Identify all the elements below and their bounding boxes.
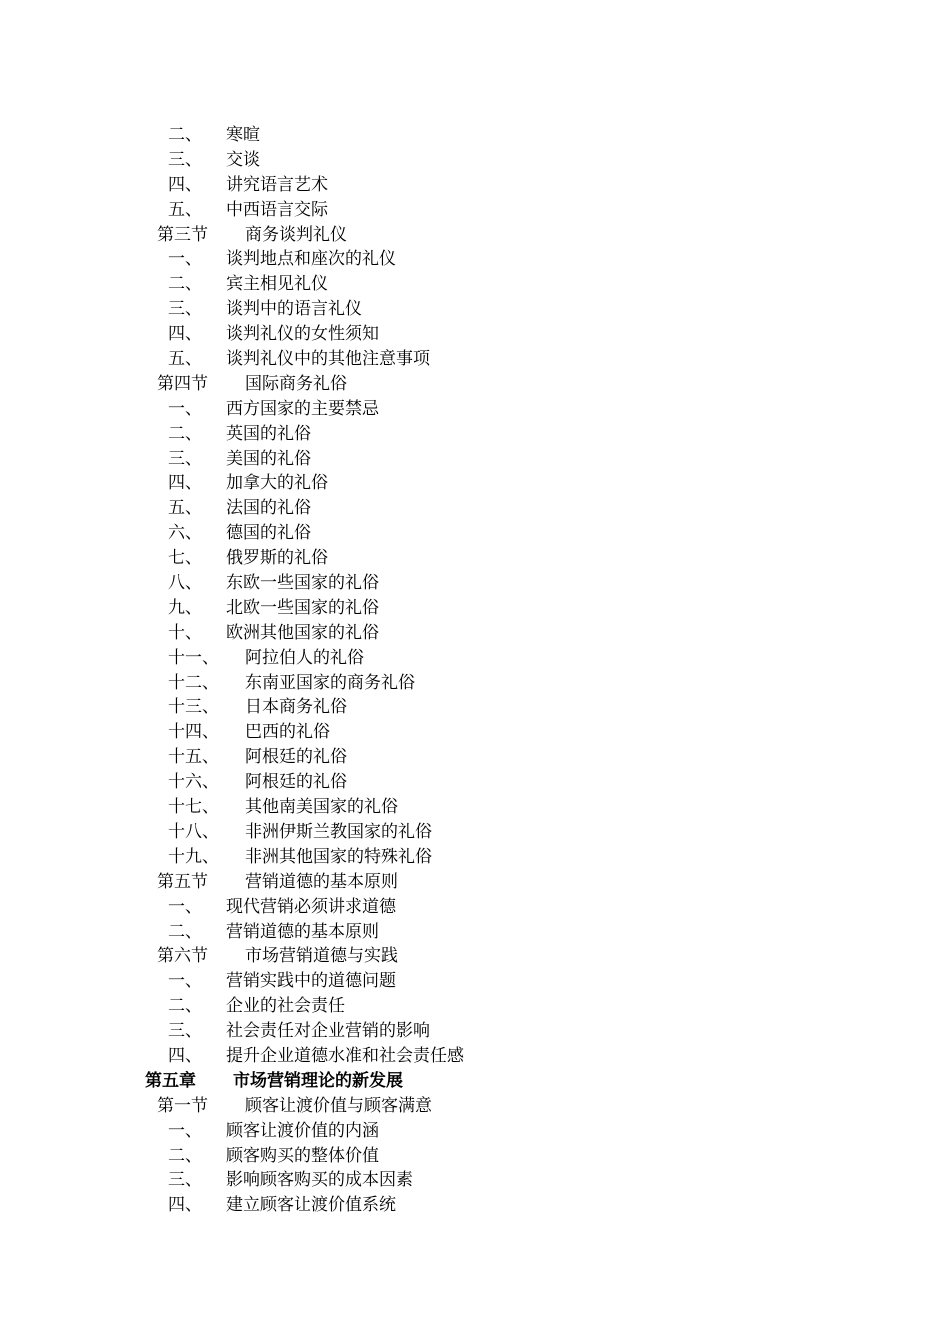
toc-section-title: 营销道德的基本原则 (245, 871, 398, 892)
toc-item-title: 俄罗斯的礼俗 (226, 548, 328, 569)
toc-item (0, 845, 950, 870)
toc-section-title: 市场营销道德与实践 (245, 946, 398, 967)
toc-section-number: 第一节 (157, 1095, 208, 1116)
toc-item (0, 148, 950, 173)
toc-item (0, 695, 950, 720)
toc-item-number: 三、 (168, 1170, 202, 1191)
toc-item-title: 提升企业道德水准和社会责任感 (226, 1045, 464, 1066)
toc-item-title: 中西语言交际 (226, 199, 328, 220)
toc-item-number: 十二、 (168, 672, 219, 693)
toc-item-title: 谈判中的语言礼仪 (226, 299, 362, 320)
toc-item-number: 二、 (168, 996, 202, 1017)
toc-item-number: 四、 (168, 1195, 202, 1216)
toc-item (0, 969, 950, 994)
toc-item-number: 一、 (168, 1120, 202, 1141)
toc-item-title: 美国的礼俗 (226, 448, 311, 469)
toc-item-title: 英国的礼俗 (226, 423, 311, 444)
toc-document (0, 123, 950, 1218)
toc-item-title: 巴西的礼俗 (245, 722, 330, 743)
toc-item (0, 820, 950, 845)
toc-item (0, 994, 950, 1019)
toc-item (0, 173, 950, 198)
toc-item (0, 422, 950, 447)
toc-item (0, 596, 950, 621)
toc-item-number: 十一、 (168, 647, 219, 668)
toc-item-number: 十三、 (168, 697, 219, 718)
toc-item-title: 谈判礼仪中的其他注意事项 (226, 349, 430, 370)
toc-item-title: 阿根廷的礼俗 (245, 747, 347, 768)
toc-item-title: 宾主相见礼仪 (226, 274, 328, 295)
toc-item-title: 顾客购买的整体价值 (226, 1145, 379, 1166)
toc-item-number: 二、 (168, 274, 202, 295)
toc-item-title: 讲究语言艺术 (226, 174, 328, 195)
toc-item-title: 顾客让渡价值的内涵 (226, 1120, 379, 1141)
toc-item-number: 四、 (168, 1045, 202, 1066)
toc-item (0, 571, 950, 596)
toc-item (0, 720, 950, 745)
toc-item-title: 谈判礼仪的女性须知 (226, 324, 379, 345)
toc-section-number: 第三节 (157, 224, 208, 245)
toc-item-number: 十七、 (168, 797, 219, 818)
toc-item-title: 北欧一些国家的礼俗 (226, 597, 379, 618)
toc-item (0, 1193, 950, 1218)
toc-item-number: 三、 (168, 1021, 202, 1042)
toc-item-title: 社会责任对企业营销的影响 (226, 1021, 430, 1042)
toc-item-number: 一、 (168, 896, 202, 917)
toc-item-title: 东欧一些国家的礼俗 (226, 573, 379, 594)
toc-item-number: 二、 (168, 125, 202, 145)
toc-item-number: 十六、 (168, 772, 219, 793)
toc-item (0, 322, 950, 347)
toc-section-number: 第四节 (157, 373, 208, 394)
toc-item-title: 建立顾客让渡价值系统 (226, 1195, 396, 1216)
toc-item-number: 三、 (168, 299, 202, 320)
toc-item-title: 西方国家的主要禁忌 (226, 398, 379, 419)
toc-item-number: 一、 (168, 249, 202, 270)
toc-item (0, 546, 950, 571)
toc-chapter (0, 1069, 950, 1094)
toc-item (0, 496, 950, 521)
toc-item-title: 现代营销必须讲求道德 (226, 896, 396, 917)
toc-item (0, 745, 950, 770)
toc-item-number: 二、 (168, 423, 202, 444)
toc-item-title: 非洲其他国家的特殊礼俗 (245, 846, 432, 867)
toc-item-number: 六、 (168, 523, 202, 544)
toc-section (0, 223, 950, 248)
toc-section (0, 372, 950, 397)
toc-item-number: 十八、 (168, 821, 219, 842)
toc-item-number: 四、 (168, 174, 202, 195)
toc-section-number: 第六节 (157, 946, 208, 967)
toc-item-title: 欧洲其他国家的礼俗 (226, 622, 379, 643)
toc-item-number: 二、 (168, 921, 202, 942)
toc-item (0, 272, 950, 297)
toc-section-title: 国际商务礼俗 (245, 373, 347, 394)
toc-chapter-title: 市场营销理论的新发展 (233, 1070, 403, 1091)
toc-section (0, 1094, 950, 1119)
toc-section-title: 商务谈判礼仪 (245, 224, 347, 245)
toc-item-number: 十九、 (168, 846, 219, 867)
toc-item-title: 其他南美国家的礼俗 (245, 797, 398, 818)
toc-item (0, 1119, 950, 1144)
toc-item (0, 1019, 950, 1044)
toc-item (0, 347, 950, 372)
toc-item-number: 八、 (168, 573, 202, 594)
toc-item (0, 123, 950, 148)
toc-item-title: 阿拉伯人的礼俗 (245, 647, 364, 668)
toc-item-title: 营销实践中的道德问题 (226, 971, 396, 992)
toc-item-title: 交谈 (226, 149, 260, 170)
toc-item-number: 四、 (168, 324, 202, 345)
toc-item (0, 397, 950, 422)
toc-item-number: 十四、 (168, 722, 219, 743)
toc-item (0, 646, 950, 671)
toc-item-number: 三、 (168, 448, 202, 469)
toc-item-title: 寒暄 (226, 125, 260, 145)
toc-section-title: 顾客让渡价值与顾客满意 (245, 1095, 432, 1116)
toc-section-number: 第五节 (157, 871, 208, 892)
toc-item-number: 十、 (168, 622, 202, 643)
toc-item (0, 297, 950, 322)
toc-item (0, 621, 950, 646)
toc-item (0, 895, 950, 920)
toc-item (0, 447, 950, 472)
toc-item-number: 二、 (168, 1145, 202, 1166)
toc-item (0, 247, 950, 272)
toc-item-title: 影响顾客购买的成本因素 (226, 1170, 413, 1191)
toc-item (0, 1144, 950, 1169)
toc-item-title: 企业的社会责任 (226, 996, 345, 1017)
toc-item-title: 日本商务礼俗 (245, 697, 347, 718)
toc-item (0, 1168, 950, 1193)
toc-item-title: 阿根廷的礼俗 (245, 772, 347, 793)
toc-item (0, 920, 950, 945)
toc-item-number: 七、 (168, 548, 202, 569)
toc-item-number: 五、 (168, 199, 202, 220)
toc-item-title: 非洲伊斯兰教国家的礼俗 (245, 821, 432, 842)
toc-item (0, 770, 950, 795)
toc-chapter-number: 第五章 (145, 1070, 196, 1091)
toc-item-title: 法国的礼俗 (226, 498, 311, 519)
toc-item (0, 1044, 950, 1069)
toc-item-number: 九、 (168, 597, 202, 618)
toc-item (0, 198, 950, 223)
toc-item (0, 671, 950, 696)
toc-item-number: 四、 (168, 473, 202, 494)
toc-item-title: 谈判地点和座次的礼仪 (226, 249, 396, 270)
toc-item (0, 795, 950, 820)
toc-section (0, 944, 950, 969)
toc-item-title: 东南亚国家的商务礼俗 (245, 672, 415, 693)
toc-item (0, 521, 950, 546)
toc-item-number: 十五、 (168, 747, 219, 768)
toc-item (0, 471, 950, 496)
toc-item-title: 德国的礼俗 (226, 523, 311, 544)
toc-item-number: 三、 (168, 149, 202, 170)
toc-item-number: 一、 (168, 398, 202, 419)
toc-item-number: 五、 (168, 349, 202, 370)
toc-section (0, 870, 950, 895)
toc-item-number: 五、 (168, 498, 202, 519)
toc-item-number: 一、 (168, 971, 202, 992)
toc-item-title: 营销道德的基本原则 (226, 921, 379, 942)
toc-item-title: 加拿大的礼俗 (226, 473, 328, 494)
